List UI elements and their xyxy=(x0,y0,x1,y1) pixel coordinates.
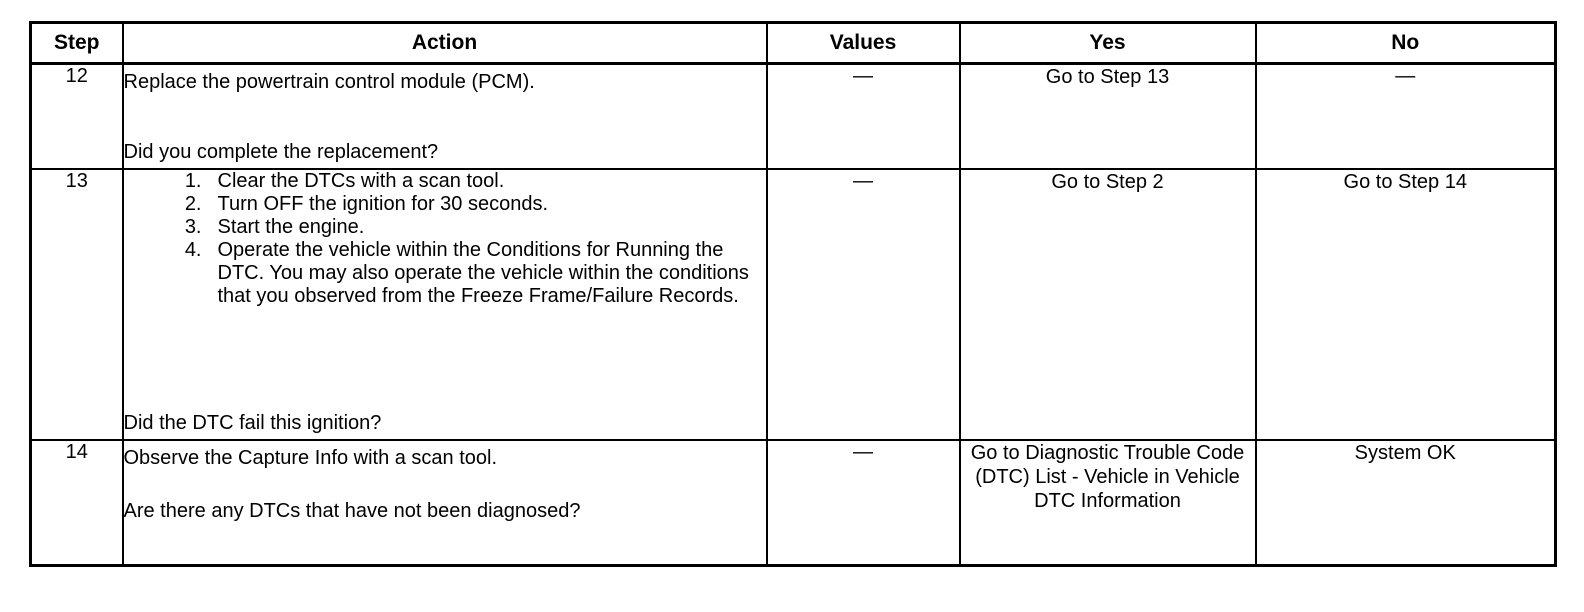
no-cell: — xyxy=(1256,64,1556,170)
substep-text: Operate the vehicle within the Conditions for Running the DTC. You may also operate the vehicle within the conditions that you observed from the Freeze Frame/Failure Records. xyxy=(217,239,749,307)
header-no: No xyxy=(1256,23,1556,64)
step-number: 12 xyxy=(31,64,123,170)
substep-text: Clear the DTCs with a scan tool. xyxy=(217,170,505,192)
action-question: Did you complete the replacement? xyxy=(123,141,439,163)
substep-number: 4. xyxy=(184,239,202,261)
table-row xyxy=(31,440,1556,566)
action-cell xyxy=(123,64,767,170)
substep-number: 2. xyxy=(184,193,202,215)
substep-list xyxy=(124,170,766,308)
yes-cell: Go to Diagnostic Trouble Code (DTC) List - Vehicle in Vehicle DTC Information xyxy=(960,440,1256,566)
action-instruction: Observe the Capture Info with a scan tool. xyxy=(123,447,498,469)
substep-text: Turn OFF the ignition for 30 seconds. xyxy=(217,193,549,215)
table-row xyxy=(31,169,1556,440)
table-row xyxy=(31,64,1556,170)
substep-number: 1. xyxy=(184,170,202,192)
substep-text: Start the engine. xyxy=(217,216,365,238)
yes-cell: Go to Step 13 xyxy=(960,64,1256,170)
header-row xyxy=(31,23,1556,64)
list-item xyxy=(124,193,766,216)
list-item xyxy=(124,170,766,193)
substep-number: 3. xyxy=(184,216,202,238)
action-cell xyxy=(123,169,767,440)
diagnostic-table xyxy=(29,21,1557,567)
action-instruction: Replace the powertrain control module (PCM). xyxy=(123,71,535,93)
header-action: Action xyxy=(123,23,767,64)
action-question: Are there any DTCs that have not been diagnosed? xyxy=(123,500,581,522)
list-item xyxy=(124,216,766,239)
step-number: 13 xyxy=(31,169,123,440)
yes-cell: Go to Step 2 xyxy=(960,169,1256,440)
no-cell: Go to Step 14 xyxy=(1256,169,1556,440)
header-values: Values xyxy=(767,23,960,64)
step-number: 14 xyxy=(31,440,123,566)
header-step: Step xyxy=(31,23,123,64)
no-cell: System OK xyxy=(1256,440,1556,566)
list-item xyxy=(124,239,766,308)
values-cell: — xyxy=(767,64,960,170)
header-yes: Yes xyxy=(960,23,1256,64)
values-cell: — xyxy=(767,440,960,566)
values-cell: — xyxy=(767,169,960,440)
action-question: Did the DTC fail this ignition? xyxy=(123,412,382,434)
action-cell xyxy=(123,440,767,566)
